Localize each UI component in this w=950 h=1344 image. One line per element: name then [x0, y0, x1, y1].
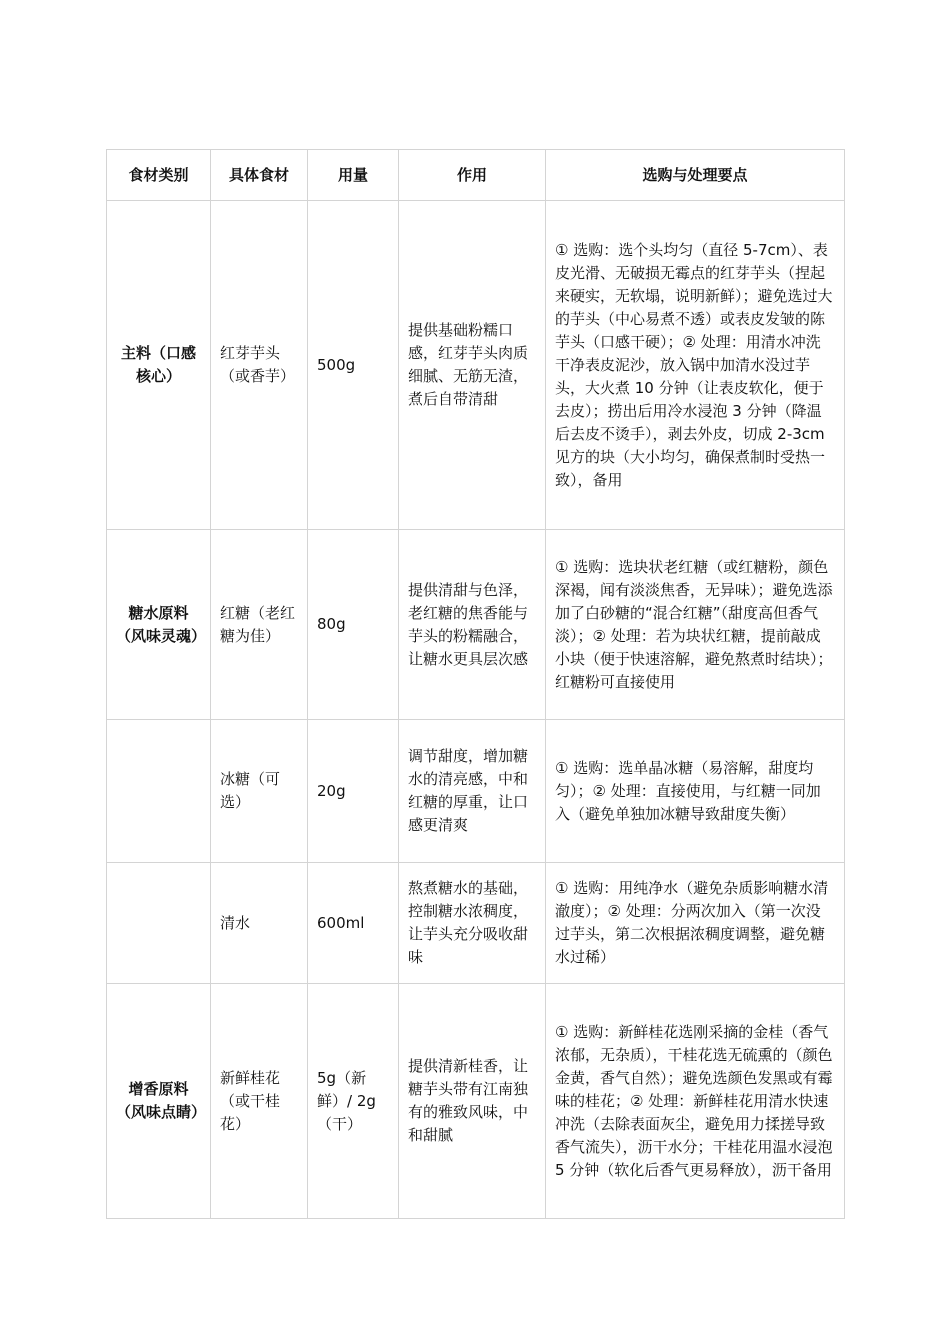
- amount-cell: 20g: [308, 720, 399, 863]
- notes-cell: ① 选购：选块状老红糖（或红糖粉，颜色深褐，闻有淡淡焦香，无异味）；避免选添加了白砂糖的“混合红糖”（甜度高但香气淡）；② 处理：若为块状红糖，提前敲成小块（便于快速溶解，避免熬煮时结块）；红糖粉可直接使用: [546, 530, 845, 720]
- role-cell: 提供基础粉糯口感，红芽芋头肉质细腻、无筋无渣，煮后自带清甜: [399, 201, 546, 530]
- ingredient-cell: 红糖（老红糖为佳）: [211, 530, 308, 720]
- header-ingredient: 具体食材: [211, 150, 308, 201]
- notes-cell: ① 选购：用纯净水（避免杂质影响糖水清澈度）；② 处理：分两次加入（第一次没过芋头，第二次根据浓稠度调整，避免糖水过稀）: [546, 863, 845, 984]
- ingredient-cell: 冰糖（可选）: [211, 720, 308, 863]
- amount-cell: 80g: [308, 530, 399, 720]
- ingredient-cell: 红芽芋头（或香芋）: [211, 201, 308, 530]
- header-role: 作用: [399, 150, 546, 201]
- ingredient-table: [106, 149, 845, 1219]
- role-cell: 调节甜度，增加糖水的清亮感，中和红糖的厚重，让口感更清爽: [399, 720, 546, 863]
- notes-cell: ① 选购：选单晶冰糖（易溶解，甜度均匀）；② 处理：直接使用，与红糖一同加入（避免单独加冰糖导致甜度失衡）: [546, 720, 845, 863]
- ingredient-cell: 新鲜桂花（或干桂花）: [211, 984, 308, 1219]
- notes-cell: ① 选购：选个头均匀（直径 5-7cm）、表皮光滑、无破损无霉点的红芽芋头（捏起来硬实，无软塌，说明新鲜）；避免选过大的芋头（中心易煮不透）或表皮发皱的陈芋头（口感干硬）；② 处理：用清水冲洗干净表皮泥沙，放入锅中加清水没过芋头，大火煮 10 分钟（让表皮软化，便于去皮）；捞出后用冷水浸泡 3 分钟（降温后去皮不烫手），剥去外皮，切成 2-3cm 见方的块（大小均匀，确保煮制时受热一致），备用: [546, 201, 845, 530]
- amount-cell: 600ml: [308, 863, 399, 984]
- notes-cell: ① 选购：新鲜桂花选刚采摘的金桂（香气浓郁，无杂质），干桂花选无硫熏的（颜色金黄，香气自然）；避免选颜色发黑或有霉味的桂花；② 处理：新鲜桂花用清水快速冲洗（去除表面灰尘，避免用力揉搓导致香气流失），沥干水分；干桂花用温水浸泡 5 分钟（软化后香气更易释放），沥干备用: [546, 984, 845, 1219]
- category-cell: [107, 720, 211, 863]
- role-cell: 提供清甜与色泽，老红糖的焦香能与芋头的粉糯融合，让糖水更具层次感: [399, 530, 546, 720]
- table-header-row: [107, 150, 845, 201]
- role-cell: 提供清新桂香，让糖芋头带有江南独有的雅致风味，中和甜腻: [399, 984, 546, 1219]
- category-cell: 增香原料（风味点睛）: [107, 984, 211, 1219]
- table-row: [107, 720, 845, 863]
- table-row: [107, 863, 845, 984]
- amount-cell: 500g: [308, 201, 399, 530]
- table-row: [107, 984, 845, 1219]
- header-notes: 选购与处理要点: [546, 150, 845, 201]
- ingredient-cell: 清水: [211, 863, 308, 984]
- table-row: [107, 201, 845, 530]
- category-cell: 糖水原料（风味灵魂）: [107, 530, 211, 720]
- role-cell: 熬煮糖水的基础，控制糖水浓稠度，让芋头充分吸收甜味: [399, 863, 546, 984]
- category-cell: 主料（口感核心）: [107, 201, 211, 530]
- table-row: [107, 530, 845, 720]
- header-amount: 用量: [308, 150, 399, 201]
- header-category: 食材类别: [107, 150, 211, 201]
- amount-cell: 5g（新鲜）/ 2g（干）: [308, 984, 399, 1219]
- category-cell: [107, 863, 211, 984]
